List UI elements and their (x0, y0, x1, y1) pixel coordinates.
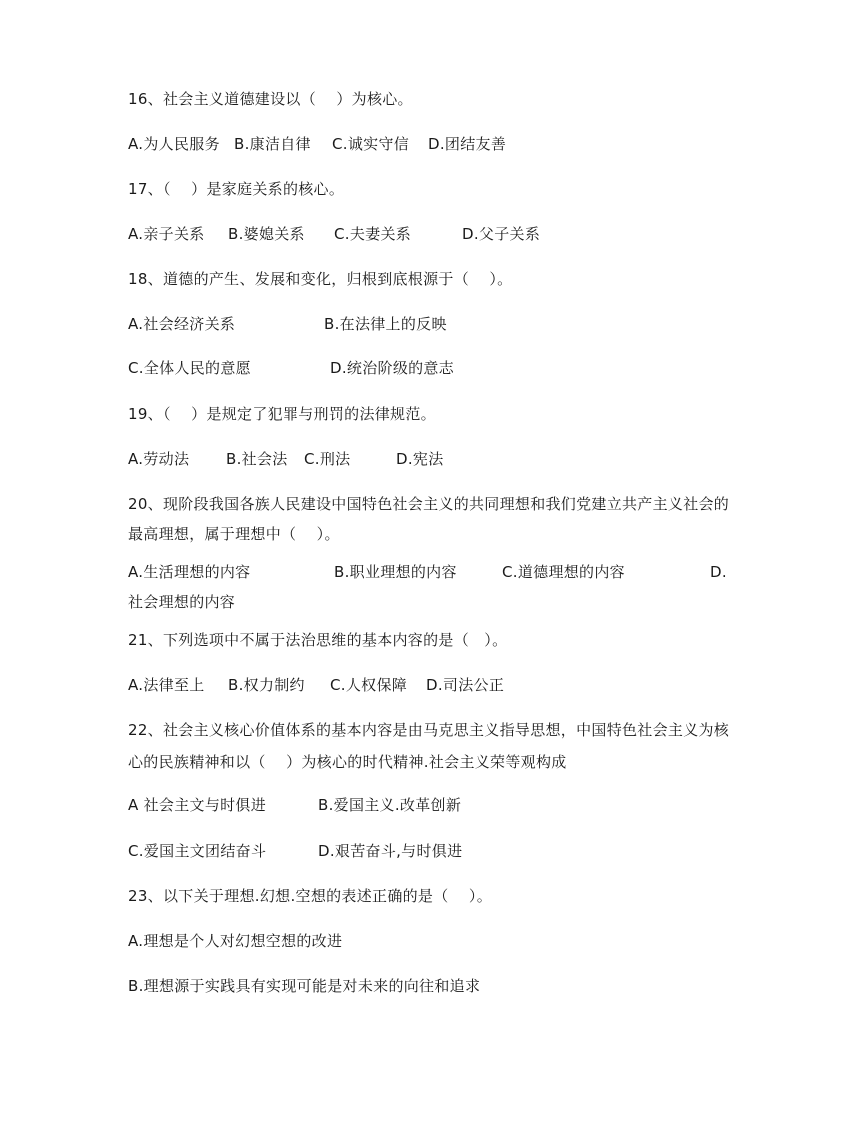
question-22-stem-line2: 心的民族精神和以（ ）为核心的时代精神.社会主义荣等观构成 (128, 753, 567, 771)
option-a: A.劳动法 (128, 450, 190, 468)
option-c: C.爱国主文团结奋斗 (128, 842, 267, 860)
option-b: B.婆媳关系 (228, 225, 305, 243)
option-b: B.权力制约 (228, 676, 305, 694)
option-d: D.团结友善 (428, 135, 507, 153)
option-b: B.爱国主义.改革创新 (318, 796, 462, 814)
option-b: B.康洁自律 (234, 135, 311, 153)
option-a: A.理想是个人对幻想空想的改进 (128, 932, 343, 950)
question-22-stem-line1: 22、社会主义核心价值体系的基本内容是由马克思主义指导思想，中国特色社会主义为核 (128, 721, 730, 739)
question-20-stem-line1: 20、现阶段我国各族人民建设中国特色社会主义的共同理想和我们党建立共产主义社会的 (128, 495, 730, 513)
option-c: C.全体人民的意愿 (128, 359, 251, 377)
option-c: C.夫妻关系 (334, 225, 412, 243)
option-c: C.诚实守信 (332, 135, 410, 153)
option-b: B.社会法 (226, 450, 288, 468)
option-a: A.社会经济关系 (128, 315, 236, 333)
option-d: D.司法公正 (426, 676, 505, 694)
question-20-stem-line2: 最高理想，属于理想中（ ）。 (128, 525, 340, 543)
question-23-stem: 23、以下关于理想.幻想.空想的表述正确的是（ ）。 (128, 887, 492, 905)
option-b: B.在法律上的反映 (324, 315, 447, 333)
option-d: D.艰苦奋斗,与时俱进 (318, 842, 463, 860)
question-16-stem: 16、社会主义道德建设以（ ）为核心。 (128, 90, 413, 108)
option-b: B.职业理想的内容 (334, 563, 457, 581)
option-d: D.父子关系 (462, 225, 541, 243)
option-d-text: 社会理想的内容 (128, 593, 236, 611)
question-18-stem: 18、道德的产生、发展和变化，归根到底根源于（ ）。 (128, 270, 513, 288)
option-a: A.法律至上 (128, 676, 205, 694)
question-17-stem: 17、（ ）是家庭关系的核心。 (128, 180, 345, 198)
option-a: A.亲子关系 (128, 225, 205, 243)
option-d: D.统治阶级的意志 (330, 359, 455, 377)
option-c: C.人权保障 (330, 676, 408, 694)
option-c: C.刑法 (304, 450, 351, 468)
option-b: B.理想源于实践具有实现可能是对未来的向往和追求 (128, 977, 481, 995)
option-a: A 社会主文与时俱进 (128, 796, 267, 814)
question-21-stem: 21、下列选项中不属于法治思维的基本内容的是（ ）。 (128, 631, 508, 649)
option-d: D.宪法 (396, 450, 444, 468)
question-19-stem: 19、（ ）是规定了犯罪与刑罚的法律规范。 (128, 405, 436, 423)
option-c: C.道德理想的内容 (502, 563, 625, 581)
option-a: A.生活理想的内容 (128, 563, 251, 581)
option-d: D. (710, 563, 727, 581)
option-a: A.为人民服务 (128, 135, 220, 153)
